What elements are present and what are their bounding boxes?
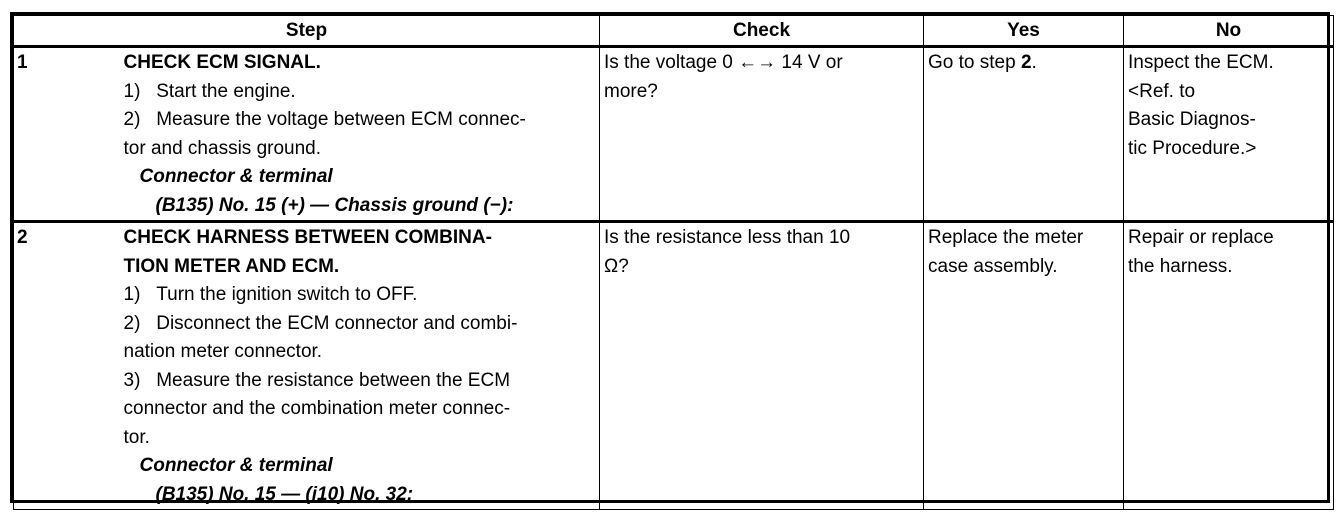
no-text: tic Procedure.> xyxy=(1128,137,1257,159)
connector-terminal: (B135) No. 15 (+) — Chassis ground (−): xyxy=(155,194,514,216)
no-text: Repair or replace xyxy=(1128,227,1274,248)
check-text: Is the voltage 0 ←→ 14 V or xyxy=(604,52,843,73)
step-instruction: 1) Start the engine. xyxy=(123,80,296,102)
table-row xyxy=(14,47,1334,222)
header-no: No xyxy=(1124,16,1334,47)
no-text: Inspect the ECM. xyxy=(1128,52,1274,73)
check-cell xyxy=(600,222,924,510)
no-text: the harness. xyxy=(1128,255,1233,277)
step-number: 2 xyxy=(14,222,124,510)
yes-text: case assembly. xyxy=(928,255,1058,277)
step-instruction: nation meter connector. xyxy=(123,341,323,362)
check-text: more? xyxy=(604,80,658,102)
step-instruction: 1) Turn the ignition switch to OFF. xyxy=(123,284,418,305)
check-text: Ω? xyxy=(604,255,629,277)
connector-label: Connector & terminal xyxy=(139,455,333,476)
step-title: CHECK ECM SIGNAL. xyxy=(123,52,321,73)
step-instruction: tor. xyxy=(123,426,150,448)
no-cell xyxy=(1124,47,1334,222)
yes-cell xyxy=(924,47,1124,222)
step-reference: 2 xyxy=(1020,52,1032,73)
check-cell xyxy=(600,47,924,222)
header-yes: Yes xyxy=(924,16,1124,47)
step-instruction: 2) Disconnect the ECM connector and combi- xyxy=(123,312,518,334)
yes-suffix: . xyxy=(1031,52,1037,73)
step-instruction: tor and chassis ground. xyxy=(123,137,322,159)
step-instruction: 2) Measure the voltage between ECM connec- xyxy=(123,109,526,130)
connector-terminal: (B135) No. 15 — (i10) No. 32: xyxy=(155,483,414,505)
step-description xyxy=(124,47,600,222)
step-instruction: connector and the combination meter connec- xyxy=(123,398,511,419)
yes-cell xyxy=(924,222,1124,510)
diagnostic-table-frame xyxy=(10,12,1330,503)
header-check: Check xyxy=(600,16,924,47)
step-number: 1 xyxy=(14,47,124,222)
header-row xyxy=(14,16,1334,47)
step-instruction: 3) Measure the resistance between the ECM xyxy=(123,369,511,391)
step-title: TION METER AND ECM. xyxy=(123,255,340,277)
diagnostic-table xyxy=(13,15,1334,510)
no-text: Basic Diagnos- xyxy=(1128,109,1256,130)
yes-text xyxy=(928,49,1119,78)
step-description xyxy=(124,222,600,510)
no-text: <Ref. to xyxy=(1128,80,1196,102)
header-step: Step xyxy=(14,16,600,47)
table-row xyxy=(14,222,1334,510)
connector-label: Connector & terminal xyxy=(139,166,333,187)
yes-prefix: Go to step xyxy=(928,52,1021,73)
no-cell xyxy=(1124,222,1334,510)
step-title: CHECK HARNESS BETWEEN COMBINA- xyxy=(123,227,492,248)
check-text: Is the resistance less than 10 xyxy=(604,227,851,248)
yes-text: Replace the meter xyxy=(928,227,1084,248)
